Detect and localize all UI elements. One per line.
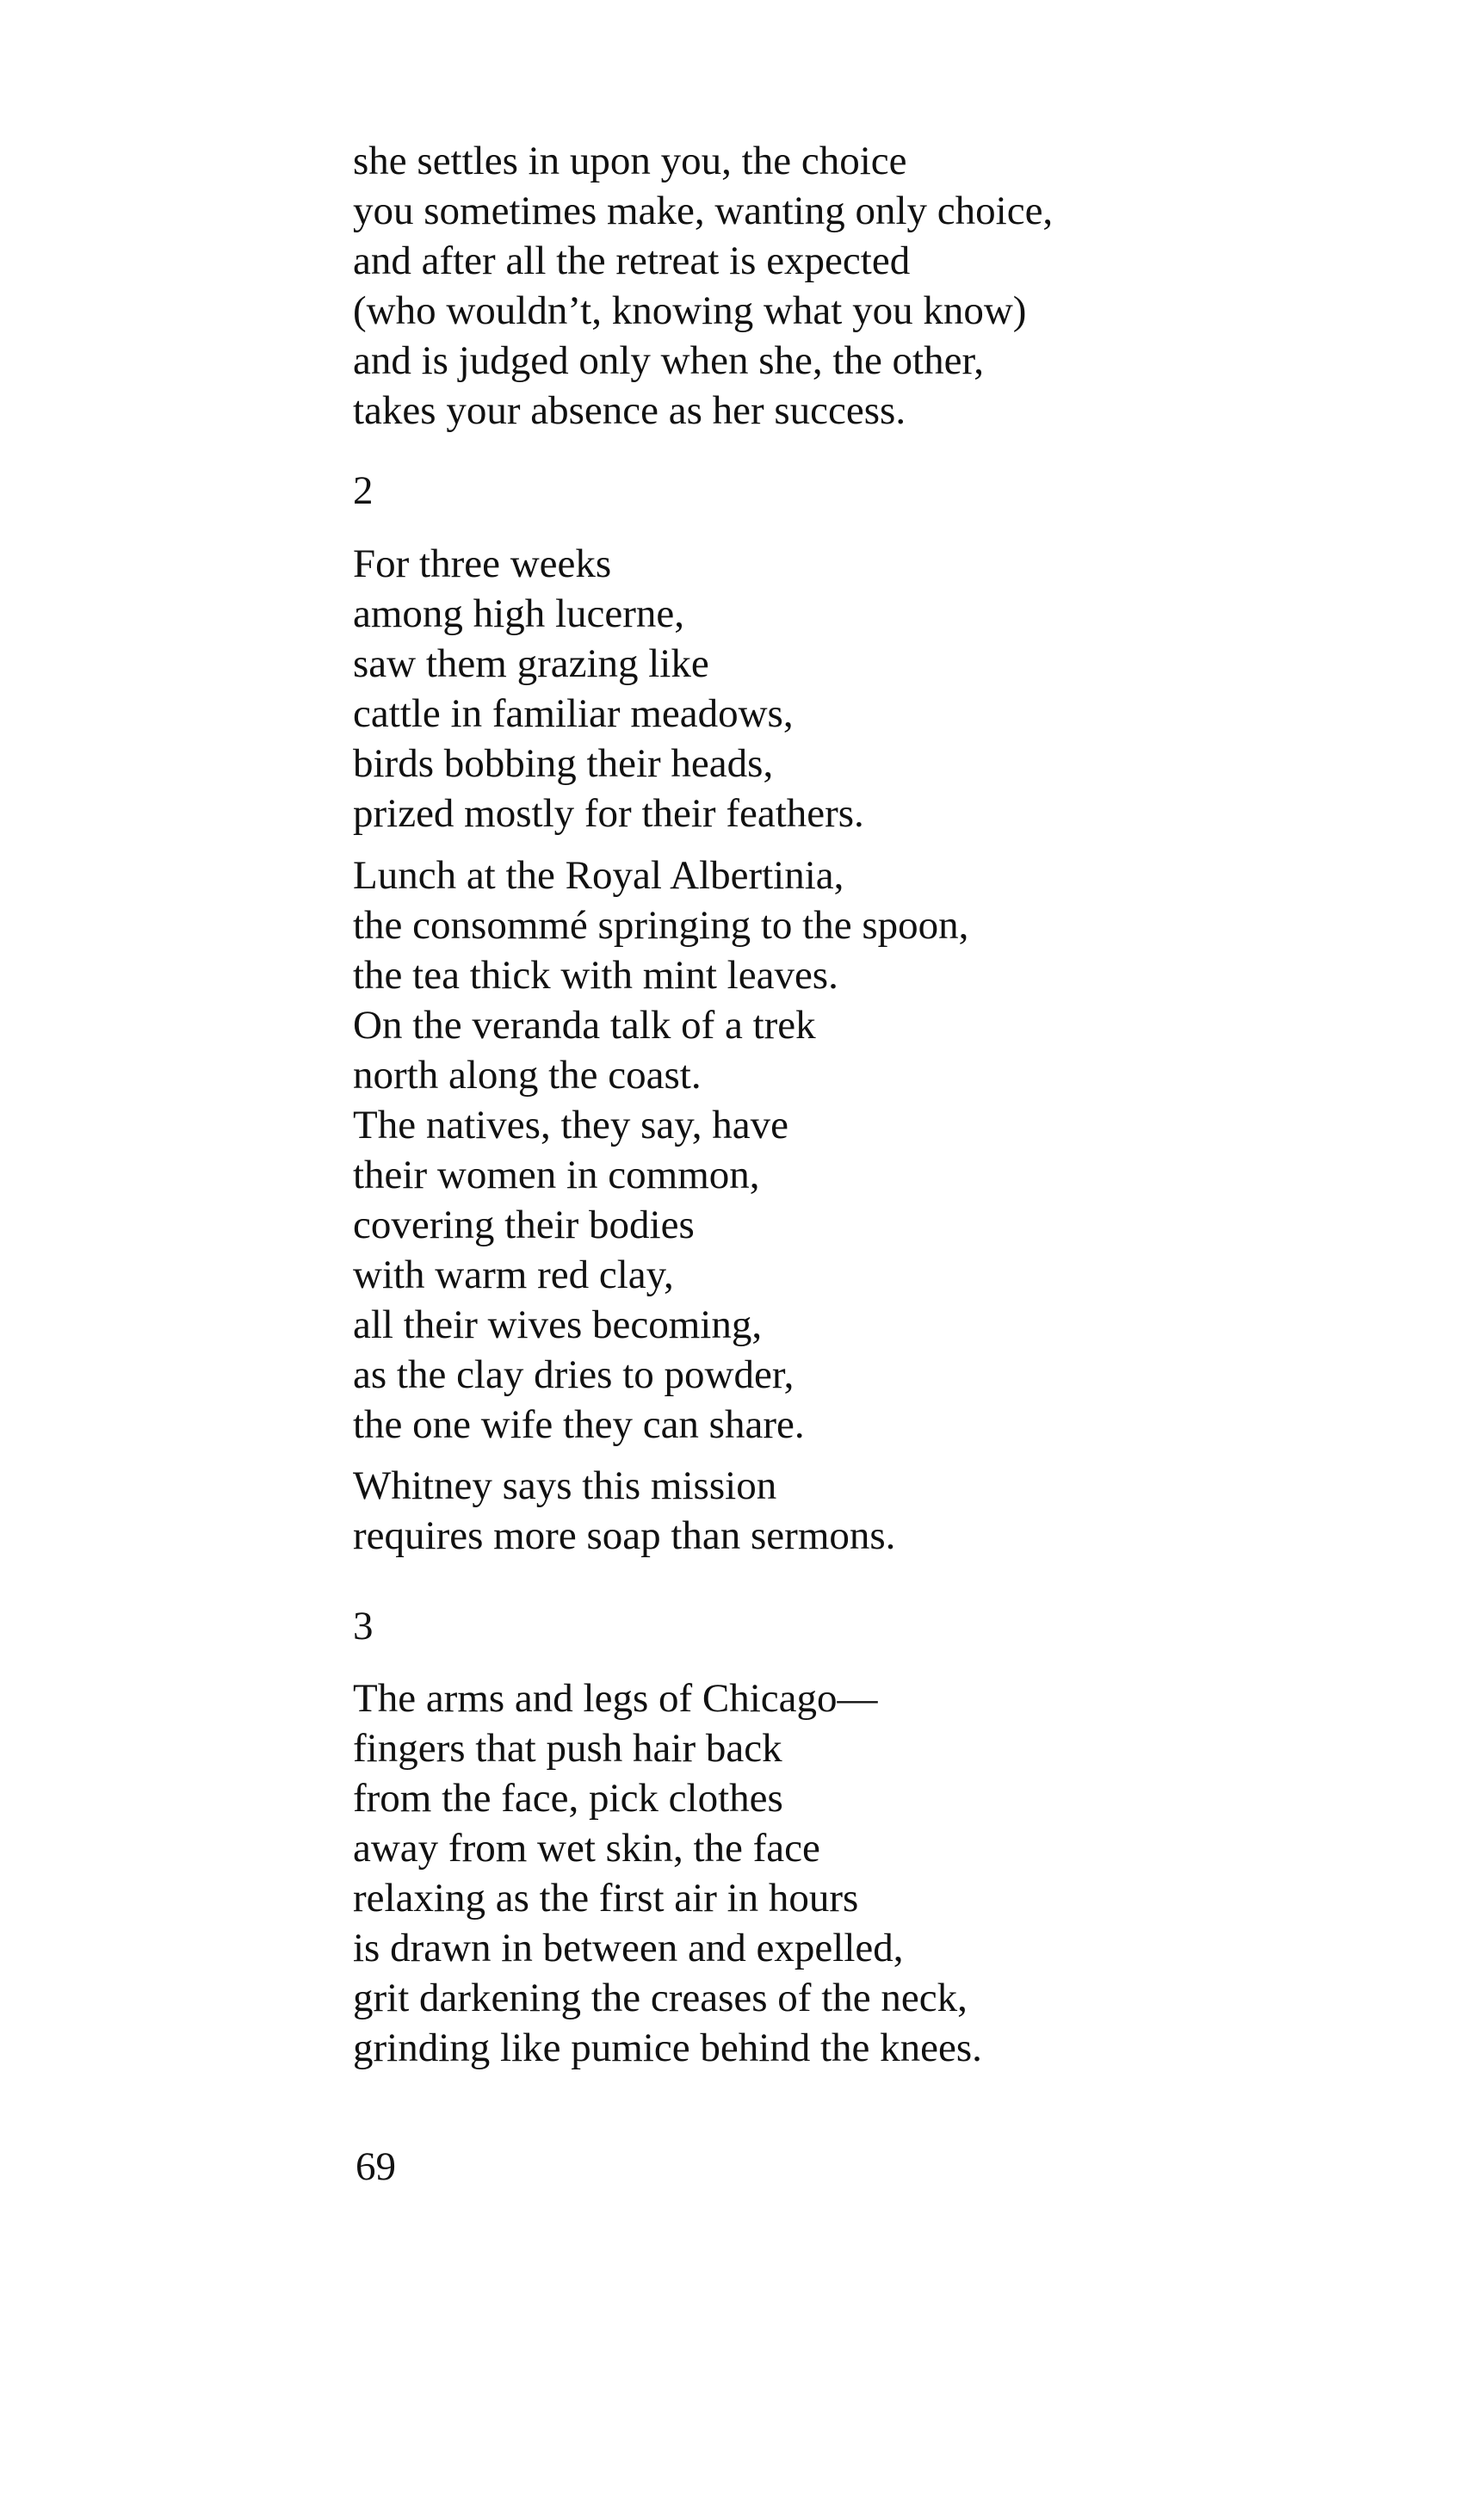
poem-line: and after all the retreat is expected xyxy=(353,238,911,283)
stanza-1 xyxy=(353,136,1053,436)
poem-line: north along the coast. xyxy=(353,1053,702,1098)
poem-line: The arms and legs of Chicago— xyxy=(353,1676,878,1721)
poem-line: among high lucerne, xyxy=(353,591,685,636)
poem-line: you sometimes make, wanting only choice, xyxy=(353,189,1054,233)
poem-line: The natives, they say, have xyxy=(353,1103,788,1147)
page-number: 69 xyxy=(356,2144,396,2189)
poem-line: grit darkening the creases of the neck, xyxy=(353,1976,968,2020)
poem-line: relaxing as the first air in hours xyxy=(353,1876,859,1920)
poem-line: prized mostly for their feathers. xyxy=(353,791,864,836)
poem-line: with warm red clay, xyxy=(353,1252,674,1297)
section-number: 2 xyxy=(353,468,374,513)
poem-line: Lunch at the Royal Albertinia, xyxy=(353,853,844,898)
poem-line: saw them grazing like xyxy=(353,641,709,686)
poem-line: the tea thick with mint leaves. xyxy=(353,953,838,998)
poem-line: On the veranda talk of a trek xyxy=(353,1003,816,1048)
poem-line: requires more soap than sermons. xyxy=(353,1513,896,1558)
poem-line: all their wives becoming, xyxy=(353,1302,763,1347)
poem-line: takes your absence as her success. xyxy=(353,388,906,433)
poem-line: she settles in upon you, the choice xyxy=(353,139,907,183)
stanza-3 xyxy=(353,850,968,1450)
poem-line: cattle in familiar meadows, xyxy=(353,691,794,736)
poem-line: Whitney says this mission xyxy=(353,1463,777,1508)
poem-line: birds bobbing their heads, xyxy=(353,741,774,786)
poem-line: and is judged only when she, the other, xyxy=(353,338,984,383)
stanza-5 xyxy=(353,1673,982,2073)
section-number: 3 xyxy=(353,1604,374,1648)
poem-line: covering their bodies xyxy=(353,1203,695,1247)
poem-line: the one wife they can share. xyxy=(353,1402,805,1447)
poem-line: For three weeks xyxy=(353,541,612,586)
poem-line: grinding like pumice behind the knees. xyxy=(353,2026,982,2070)
stanza-2 xyxy=(353,539,864,838)
poem-line: fingers that push hair back xyxy=(353,1726,782,1771)
poem-line: (who wouldn’t, knowing what you know) xyxy=(353,288,1027,333)
poem-line: their women in common, xyxy=(353,1153,760,1197)
poem-line: from the face, pick clothes xyxy=(353,1776,783,1821)
poem-line: is drawn in between and expelled, xyxy=(353,1926,904,1970)
stanza-4 xyxy=(353,1461,895,1561)
poem-line: the consommé springing to the spoon, xyxy=(353,903,969,948)
poem-line: away from wet skin, the face xyxy=(353,1826,820,1871)
poem-line: as the clay dries to powder, xyxy=(353,1352,795,1397)
